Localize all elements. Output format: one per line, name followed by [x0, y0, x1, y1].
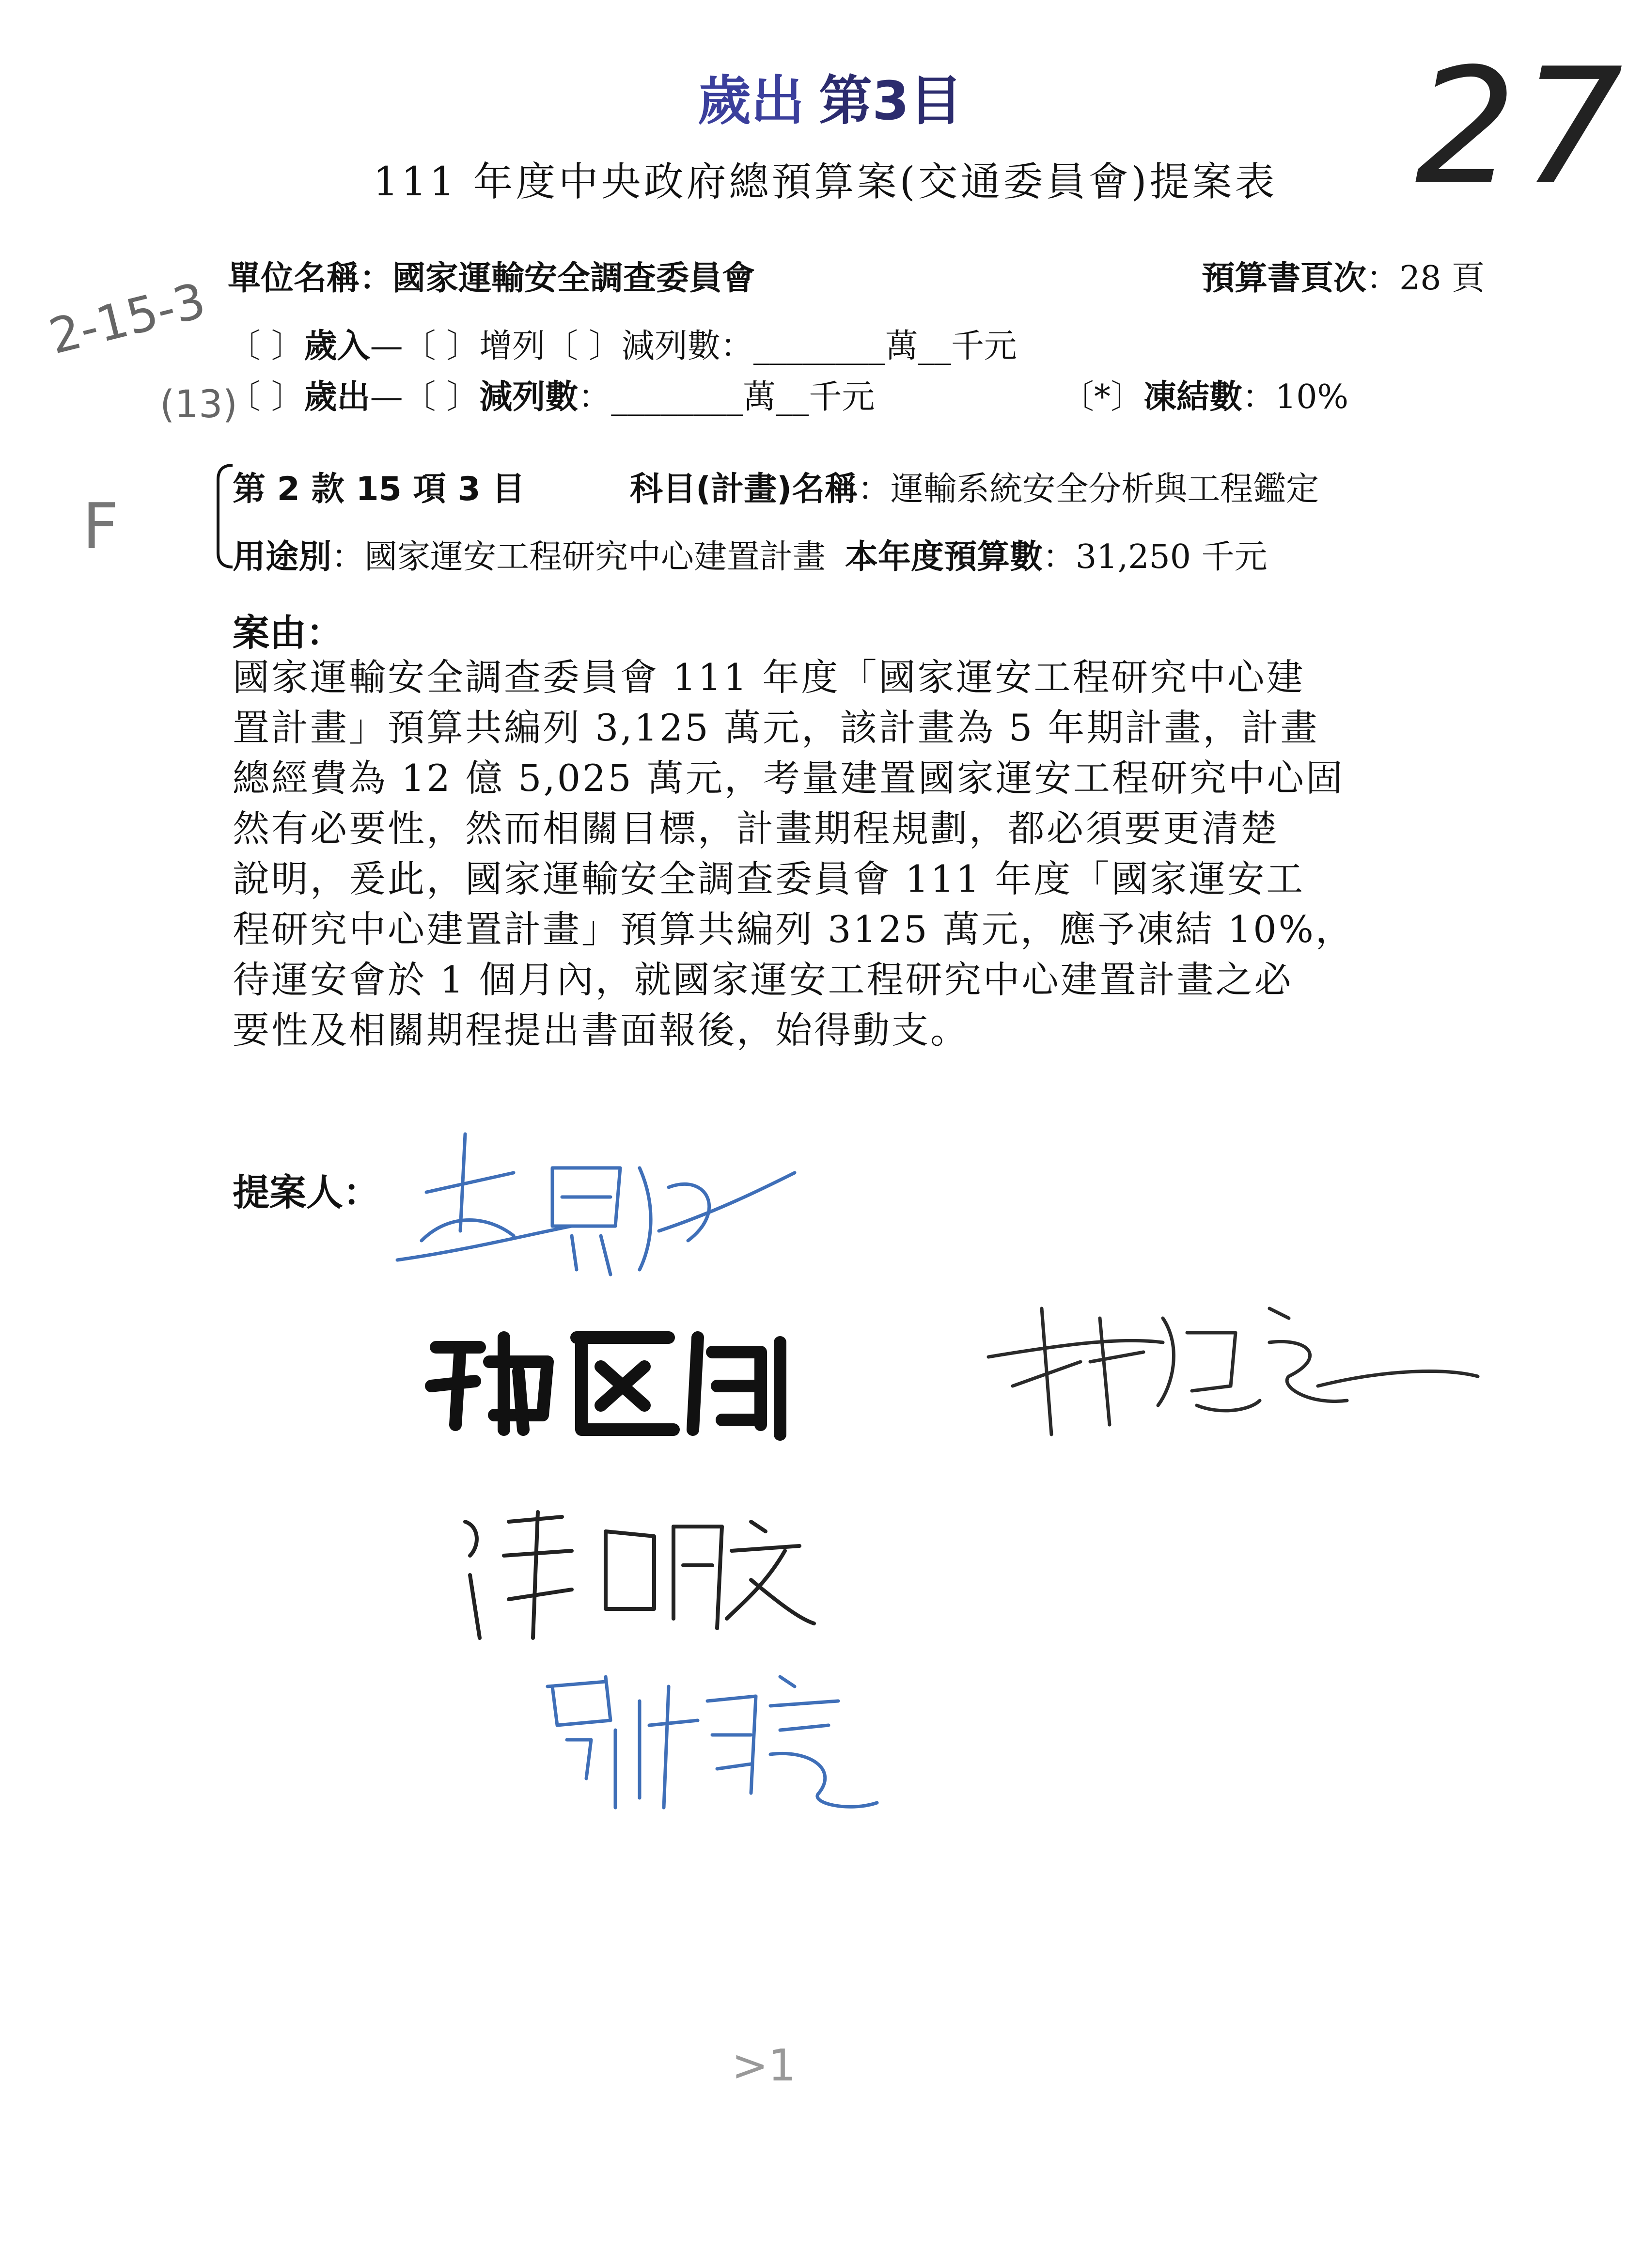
freeze-group: [1061, 371, 1348, 418]
revenue-qian: 千元: [951, 327, 1017, 365]
revenue-add: 增列〔 〕: [479, 327, 622, 365]
reason-line: 總經費為 12 億 5,025 萬元，考量建置國家運安工程研究中心固: [233, 756, 1345, 800]
expense-reduce: 減列數: [479, 378, 579, 416]
usage-row: [233, 531, 1268, 578]
signature-1: [368, 1115, 804, 1299]
freeze-label: 凍結數: [1143, 378, 1243, 416]
reason-line: 國家運輸安全調查委員會 111 年度「國家運安工程研究中心建: [233, 656, 1305, 699]
item-row: [233, 463, 525, 510]
usage-budget-label: 本年度預算數: [845, 538, 1043, 576]
expense-colon: ：: [578, 378, 611, 416]
freeze-value: ：10%: [1242, 378, 1349, 416]
subject-value: ：運輸系統安全分析與工程鑑定: [858, 470, 1319, 508]
signature-4: [451, 1493, 819, 1648]
expense-wan: 萬: [743, 378, 776, 416]
budget-page-label: 預算書頁次: [1202, 259, 1367, 298]
expense-qian: 千元: [809, 378, 875, 416]
signature-2: [422, 1318, 809, 1444]
budget-page-row: [1202, 252, 1485, 299]
page-title: 111 年度中央政府總預算案(交通委員會)提案表: [373, 159, 1278, 205]
footer-mark: >1: [732, 2040, 796, 2091]
usage-value: ：國家運安工程研究中心建置計畫: [331, 538, 826, 576]
signature-5: [538, 1657, 998, 1822]
reason-body: [233, 656, 1354, 1062]
signature-3: [979, 1289, 1487, 1444]
freeze-bracket: 〔*〕: [1061, 378, 1144, 416]
expense-bracket: 〔 〕: [228, 378, 304, 416]
reason-line: 置計畫」預算共編列 3,125 萬元，該計畫為 5 年期計畫，計畫: [233, 706, 1319, 749]
unit-value: 國家運輸安全調查委員會: [392, 259, 755, 298]
subject-label: 科目(計畫)名稱: [630, 470, 858, 508]
revenue-row: [228, 320, 1017, 367]
subject-group: [630, 463, 1319, 510]
proposer-label: 提案人：: [233, 1171, 380, 1214]
stamp-number: 第3目: [819, 70, 963, 132]
expense-row: [228, 371, 875, 418]
item-code: 第 2 款 15 項 3 目: [233, 470, 525, 508]
unit-label: 單位名稱：: [228, 259, 393, 298]
revenue-blank: ________: [753, 327, 885, 365]
revenue-blank2: __: [918, 327, 951, 365]
reason-line: 然有必要性，然而相關目標，計畫期程規劃，都必須要更清楚: [233, 807, 1279, 850]
budget-page-value: ：28 頁: [1366, 259, 1485, 298]
reason-line: 說明，爰此，國家運輸安全調查委員會 111 年度「國家運安工: [233, 857, 1305, 900]
expense-blank2: __: [776, 378, 809, 416]
revenue-wan: 萬: [885, 327, 918, 365]
reason-line: 待運安會於 1 個月內，就國家運安工程研究中心建置計畫之必: [233, 958, 1293, 1001]
stamp-prefix: 歲出: [698, 70, 804, 132]
unit-row: [228, 252, 755, 299]
reason-line: 程研究中心建置計畫」預算共編列 3125 萬元，應予凍結 10%，: [233, 908, 1354, 951]
reason-line: 要性及相關期程提出書面報後，始得動支。: [233, 1008, 969, 1052]
revenue-bracket: 〔 〕: [228, 327, 304, 365]
revenue-dash: —〔 〕: [370, 327, 480, 365]
margin-note-sub: (13): [160, 383, 238, 426]
usage-budget-value: ：31,250 千元: [1043, 538, 1268, 576]
expense-label: 歲出: [304, 378, 370, 416]
margin-note-code: 2-15-3: [44, 271, 211, 365]
reason-label: 案由：: [233, 611, 343, 654]
revenue-reduce: 減列數：: [621, 327, 753, 365]
revenue-label: 歲入: [304, 327, 370, 365]
page-number: 27: [1415, 34, 1628, 220]
expense-dash: —〔 〕: [370, 378, 480, 416]
header-stamp: [698, 58, 963, 135]
expense-blank: ________: [611, 378, 743, 416]
usage-label: 用途別: [233, 538, 332, 576]
margin-note-letter: F: [82, 489, 119, 563]
